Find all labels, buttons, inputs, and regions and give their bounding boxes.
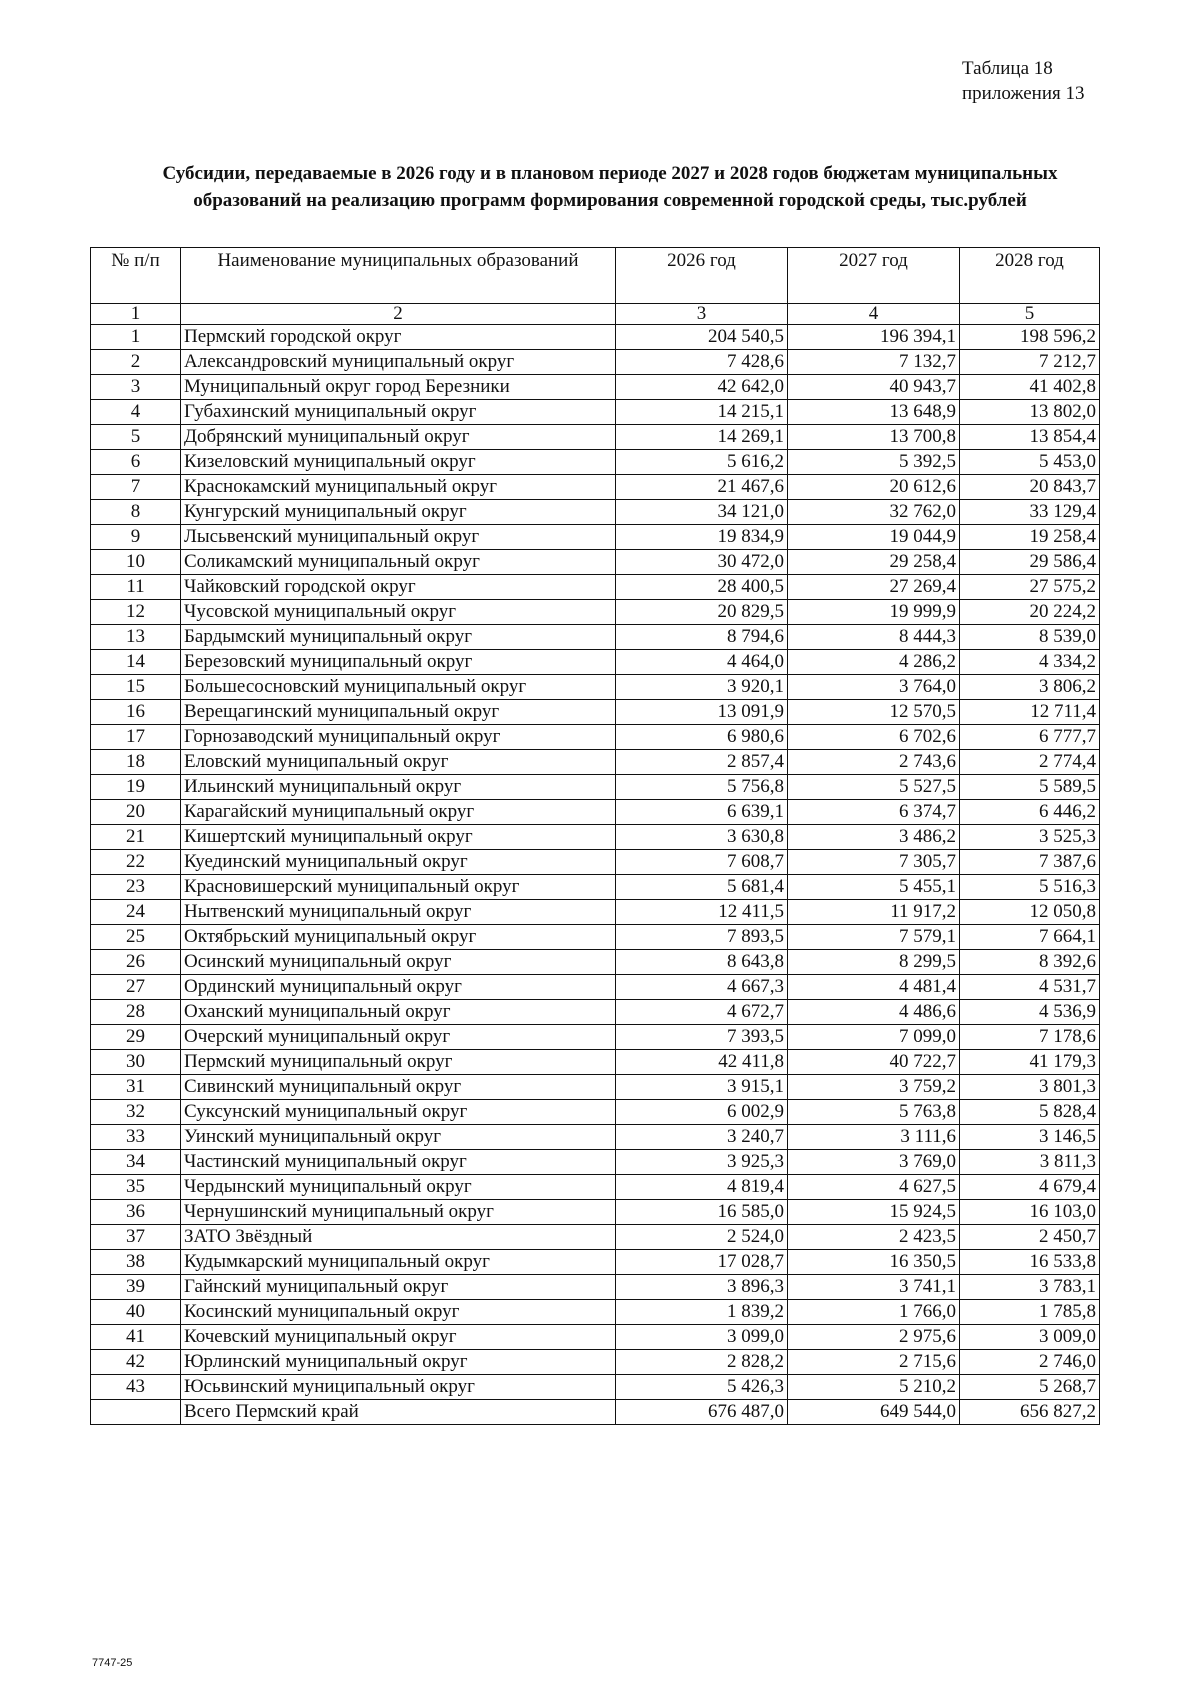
value-2028: 3 525,3 (960, 825, 1100, 850)
row-number: 10 (91, 550, 181, 575)
row-number: 36 (91, 1200, 181, 1225)
table-row (91, 1225, 1100, 1250)
row-number: 25 (91, 925, 181, 950)
row-number: 32 (91, 1100, 181, 1125)
value-2028: 7 387,6 (960, 850, 1100, 875)
municipality-name: Большесосновский муниципальный округ (181, 675, 616, 700)
value-2028: 20 224,2 (960, 600, 1100, 625)
municipality-name: Юсьвинский муниципальный округ (181, 1375, 616, 1400)
value-2026: 3 240,7 (616, 1125, 788, 1150)
subsidies-table (90, 247, 1100, 1425)
value-2028: 3 783,1 (960, 1275, 1100, 1300)
value-2027: 2 975,6 (788, 1325, 960, 1350)
municipality-name: Краснокамский муниципальный округ (181, 475, 616, 500)
value-2028: 1 785,8 (960, 1300, 1100, 1325)
municipality-name: Ильинский муниципальный округ (181, 775, 616, 800)
row-number: 5 (91, 425, 181, 450)
value-2027: 3 769,0 (788, 1150, 960, 1175)
value-2027: 8 299,5 (788, 950, 960, 975)
total-label: Всего Пермский край (181, 1400, 616, 1425)
municipality-name: Кизеловский муниципальный округ (181, 450, 616, 475)
municipality-name: Кунгурский муниципальный округ (181, 500, 616, 525)
value-2026: 34 121,0 (616, 500, 788, 525)
total-number (91, 1400, 181, 1425)
value-2026: 4 819,4 (616, 1175, 788, 1200)
row-number: 42 (91, 1350, 181, 1375)
table-row (91, 950, 1100, 975)
municipality-name: Пермский городской округ (181, 325, 616, 350)
municipality-name: Суксунский муниципальный округ (181, 1100, 616, 1125)
municipality-name: Куединский муниципальный округ (181, 850, 616, 875)
value-2027: 29 258,4 (788, 550, 960, 575)
value-2026: 5 681,4 (616, 875, 788, 900)
municipality-name: Гайнский муниципальный округ (181, 1275, 616, 1300)
value-2026: 12 411,5 (616, 900, 788, 925)
value-2028: 4 531,7 (960, 975, 1100, 1000)
value-2027: 4 286,2 (788, 650, 960, 675)
value-2027: 5 763,8 (788, 1100, 960, 1125)
table-row (91, 775, 1100, 800)
table-row (91, 1075, 1100, 1100)
municipality-name: Чайковский городской округ (181, 575, 616, 600)
value-2028: 12 711,4 (960, 700, 1100, 725)
row-number: 15 (91, 675, 181, 700)
value-2028: 2 774,4 (960, 750, 1100, 775)
value-2027: 40 722,7 (788, 1050, 960, 1075)
municipality-name: Добрянский муниципальный округ (181, 425, 616, 450)
value-2026: 17 028,7 (616, 1250, 788, 1275)
value-2026: 2 828,2 (616, 1350, 788, 1375)
table-row (91, 925, 1100, 950)
value-2026: 28 400,5 (616, 575, 788, 600)
value-2027: 7 305,7 (788, 850, 960, 875)
value-2028: 3 146,5 (960, 1125, 1100, 1150)
value-2028: 3 806,2 (960, 675, 1100, 700)
table-row (91, 900, 1100, 925)
value-2027: 1 766,0 (788, 1300, 960, 1325)
value-2026: 5 426,3 (616, 1375, 788, 1400)
row-number: 19 (91, 775, 181, 800)
value-2026: 7 893,5 (616, 925, 788, 950)
value-2027: 5 392,5 (788, 450, 960, 475)
value-2027: 6 702,6 (788, 725, 960, 750)
value-2027: 6 374,7 (788, 800, 960, 825)
value-2027: 3 111,6 (788, 1125, 960, 1150)
column-index: 5 (960, 304, 1100, 325)
value-2026: 14 215,1 (616, 400, 788, 425)
table-row (91, 700, 1100, 725)
municipality-name: Муниципальный округ город Березники (181, 375, 616, 400)
row-number: 6 (91, 450, 181, 475)
value-2026: 7 608,7 (616, 850, 788, 875)
table-row (91, 475, 1100, 500)
value-2026: 6 639,1 (616, 800, 788, 825)
value-2027: 5 210,2 (788, 1375, 960, 1400)
municipality-name: Оханский муниципальный округ (181, 1000, 616, 1025)
column-header-name: Наименование муниципальных образований (181, 248, 616, 304)
municipality-name: Чернушинский муниципальный округ (181, 1200, 616, 1225)
row-number: 3 (91, 375, 181, 400)
value-2027: 13 648,9 (788, 400, 960, 425)
row-number: 11 (91, 575, 181, 600)
value-2026: 8 794,6 (616, 625, 788, 650)
municipality-name: Еловский муниципальный округ (181, 750, 616, 775)
title-line-1: Субсидии, передаваемые в 2026 году и в плановом периоде 2027 и 2028 годов бюджетам муниципальных (162, 163, 1058, 184)
value-2028: 7 212,7 (960, 350, 1100, 375)
value-2027: 32 762,0 (788, 500, 960, 525)
table-row (91, 575, 1100, 600)
table-row (91, 1300, 1100, 1325)
value-2026: 3 896,3 (616, 1275, 788, 1300)
table-row (91, 1350, 1100, 1375)
row-number: 29 (91, 1025, 181, 1050)
value-2028: 4 679,4 (960, 1175, 1100, 1200)
row-number: 38 (91, 1250, 181, 1275)
row-number: 18 (91, 750, 181, 775)
row-number: 16 (91, 700, 181, 725)
value-2027: 4 481,4 (788, 975, 960, 1000)
column-index-row (91, 304, 1100, 325)
value-2028: 5 453,0 (960, 450, 1100, 475)
municipality-name: Октябрьский муниципальный округ (181, 925, 616, 950)
row-number: 43 (91, 1375, 181, 1400)
value-2028: 4 334,2 (960, 650, 1100, 675)
value-2027: 196 394,1 (788, 325, 960, 350)
table-row (91, 850, 1100, 875)
value-2028: 20 843,7 (960, 475, 1100, 500)
municipality-name: Ординский муниципальный округ (181, 975, 616, 1000)
municipality-name: Горнозаводский муниципальный округ (181, 725, 616, 750)
column-index: 2 (181, 304, 616, 325)
value-2028: 13 854,4 (960, 425, 1100, 450)
value-2026: 30 472,0 (616, 550, 788, 575)
row-number: 20 (91, 800, 181, 825)
row-number: 35 (91, 1175, 181, 1200)
value-2027: 3 764,0 (788, 675, 960, 700)
value-2027: 7 579,1 (788, 925, 960, 950)
row-number: 37 (91, 1225, 181, 1250)
table-row (91, 825, 1100, 850)
document-code: 7747-25 (92, 1657, 133, 1669)
value-2026: 2 857,4 (616, 750, 788, 775)
value-2026: 16 585,0 (616, 1200, 788, 1225)
value-2026: 5 616,2 (616, 450, 788, 475)
value-2028: 6 446,2 (960, 800, 1100, 825)
row-number: 28 (91, 1000, 181, 1025)
table-number: Таблица 18 (962, 58, 1053, 79)
value-2028: 5 516,3 (960, 875, 1100, 900)
value-2026: 42 411,8 (616, 1050, 788, 1075)
row-number: 22 (91, 850, 181, 875)
table-row (91, 1175, 1100, 1200)
column-index: 4 (788, 304, 960, 325)
table-row (91, 1125, 1100, 1150)
row-number: 9 (91, 525, 181, 550)
table-row (91, 325, 1100, 350)
municipality-name: Частинский муниципальный округ (181, 1150, 616, 1175)
municipality-name: Чусовской муниципальный округ (181, 600, 616, 625)
total-2027: 649 544,0 (788, 1400, 960, 1425)
value-2028: 3 801,3 (960, 1075, 1100, 1100)
column-header-number: № п/п (91, 248, 181, 304)
municipality-name: Верещагинский муниципальный округ (181, 700, 616, 725)
value-2027: 7 099,0 (788, 1025, 960, 1050)
value-2028: 33 129,4 (960, 500, 1100, 525)
table-row (91, 1275, 1100, 1300)
value-2026: 3 925,3 (616, 1150, 788, 1175)
value-2028: 19 258,4 (960, 525, 1100, 550)
value-2026: 21 467,6 (616, 475, 788, 500)
value-2028: 29 586,4 (960, 550, 1100, 575)
column-index: 3 (616, 304, 788, 325)
row-number: 7 (91, 475, 181, 500)
value-2027: 5 455,1 (788, 875, 960, 900)
table-row (91, 1000, 1100, 1025)
row-number: 30 (91, 1050, 181, 1075)
value-2026: 14 269,1 (616, 425, 788, 450)
value-2027: 2 743,6 (788, 750, 960, 775)
municipality-name: Очерский муниципальный округ (181, 1025, 616, 1050)
table-row (91, 450, 1100, 475)
value-2027: 4 627,5 (788, 1175, 960, 1200)
table-row (91, 625, 1100, 650)
municipality-name: Юрлинский муниципальный округ (181, 1350, 616, 1375)
header-row (91, 248, 1100, 304)
municipality-name: Уинский муниципальный округ (181, 1125, 616, 1150)
value-2026: 3 099,0 (616, 1325, 788, 1350)
municipality-name: Березовский муниципальный округ (181, 650, 616, 675)
value-2028: 7 178,6 (960, 1025, 1100, 1050)
row-number: 2 (91, 350, 181, 375)
value-2028: 41 179,3 (960, 1050, 1100, 1075)
municipality-name: Нытвенский муниципальный округ (181, 900, 616, 925)
value-2028: 41 402,8 (960, 375, 1100, 400)
table-row (91, 1025, 1100, 1050)
municipality-name: Соликамский муниципальный округ (181, 550, 616, 575)
value-2028: 5 268,7 (960, 1375, 1100, 1400)
row-number: 23 (91, 875, 181, 900)
value-2027: 12 570,5 (788, 700, 960, 725)
row-number: 4 (91, 400, 181, 425)
value-2026: 13 091,9 (616, 700, 788, 725)
table-row (91, 1150, 1100, 1175)
table-row (91, 1375, 1100, 1400)
table-row (91, 400, 1100, 425)
value-2028: 16 533,8 (960, 1250, 1100, 1275)
total-2028: 656 827,2 (960, 1400, 1100, 1425)
value-2027: 19 999,9 (788, 600, 960, 625)
value-2028: 4 536,9 (960, 1000, 1100, 1025)
municipality-name: Лысьвенский муниципальный округ (181, 525, 616, 550)
table-row (91, 525, 1100, 550)
table-row (91, 375, 1100, 400)
table-row (91, 750, 1100, 775)
municipality-name: Бардымский муниципальный округ (181, 625, 616, 650)
value-2026: 4 667,3 (616, 975, 788, 1000)
value-2027: 3 741,1 (788, 1275, 960, 1300)
municipality-name: Пермский муниципальный округ (181, 1050, 616, 1075)
value-2026: 19 834,9 (616, 525, 788, 550)
column-index: 1 (91, 304, 181, 325)
table-row (91, 1100, 1100, 1125)
value-2028: 5 589,5 (960, 775, 1100, 800)
table-row (91, 500, 1100, 525)
municipality-name: Осинский муниципальный округ (181, 950, 616, 975)
value-2026: 3 630,8 (616, 825, 788, 850)
table-row (91, 725, 1100, 750)
municipality-name: Сивинский муниципальный округ (181, 1075, 616, 1100)
value-2027: 15 924,5 (788, 1200, 960, 1225)
table-row (91, 425, 1100, 450)
column-header-2027: 2027 год (788, 248, 960, 304)
table-row (91, 1050, 1100, 1075)
value-2028: 2 450,7 (960, 1225, 1100, 1250)
value-2026: 6 002,9 (616, 1100, 788, 1125)
value-2028: 27 575,2 (960, 575, 1100, 600)
table-row (91, 600, 1100, 625)
value-2027: 8 444,3 (788, 625, 960, 650)
value-2027: 20 612,6 (788, 475, 960, 500)
row-number: 27 (91, 975, 181, 1000)
table-row (91, 350, 1100, 375)
value-2027: 27 269,4 (788, 575, 960, 600)
table-row (91, 675, 1100, 700)
municipality-name: Губахинский муниципальный округ (181, 400, 616, 425)
appendix-number: приложения 13 (962, 83, 1085, 104)
value-2026: 6 980,6 (616, 725, 788, 750)
row-number: 31 (91, 1075, 181, 1100)
value-2026: 2 524,0 (616, 1225, 788, 1250)
row-number: 8 (91, 500, 181, 525)
value-2026: 204 540,5 (616, 325, 788, 350)
value-2027: 11 917,2 (788, 900, 960, 925)
value-2026: 5 756,8 (616, 775, 788, 800)
value-2026: 4 672,7 (616, 1000, 788, 1025)
value-2027: 3 759,2 (788, 1075, 960, 1100)
table-row (91, 550, 1100, 575)
value-2027: 19 044,9 (788, 525, 960, 550)
row-number: 40 (91, 1300, 181, 1325)
table-row (91, 975, 1100, 1000)
value-2028: 8 392,6 (960, 950, 1100, 975)
municipality-name: Косинский муниципальный округ (181, 1300, 616, 1325)
row-number: 24 (91, 900, 181, 925)
total-row (91, 1400, 1100, 1425)
municipality-name: Красновишерский муниципальный округ (181, 875, 616, 900)
value-2027: 4 486,6 (788, 1000, 960, 1025)
value-2027: 16 350,5 (788, 1250, 960, 1275)
row-number: 34 (91, 1150, 181, 1175)
row-number: 14 (91, 650, 181, 675)
value-2028: 2 746,0 (960, 1350, 1100, 1375)
value-2026: 8 643,8 (616, 950, 788, 975)
value-2027: 5 527,5 (788, 775, 960, 800)
value-2028: 8 539,0 (960, 625, 1100, 650)
row-number: 26 (91, 950, 181, 975)
value-2028: 3 009,0 (960, 1325, 1100, 1350)
value-2028: 12 050,8 (960, 900, 1100, 925)
value-2026: 20 829,5 (616, 600, 788, 625)
municipality-name: Кишертский муниципальный округ (181, 825, 616, 850)
row-number: 17 (91, 725, 181, 750)
table-row (91, 650, 1100, 675)
municipality-name: Чердынский муниципальный округ (181, 1175, 616, 1200)
value-2026: 42 642,0 (616, 375, 788, 400)
municipality-name: Кочевский муниципальный округ (181, 1325, 616, 1350)
value-2028: 5 828,4 (960, 1100, 1100, 1125)
value-2026: 1 839,2 (616, 1300, 788, 1325)
table-reference (962, 56, 1084, 106)
value-2027: 13 700,8 (788, 425, 960, 450)
row-number: 39 (91, 1275, 181, 1300)
value-2026: 3 920,1 (616, 675, 788, 700)
value-2026: 7 393,5 (616, 1025, 788, 1050)
row-number: 21 (91, 825, 181, 850)
value-2026: 4 464,0 (616, 650, 788, 675)
table-row (91, 875, 1100, 900)
row-number: 12 (91, 600, 181, 625)
table-row (91, 1250, 1100, 1275)
row-number: 33 (91, 1125, 181, 1150)
value-2027: 7 132,7 (788, 350, 960, 375)
value-2028: 16 103,0 (960, 1200, 1100, 1225)
table-row (91, 1200, 1100, 1225)
row-number: 41 (91, 1325, 181, 1350)
value-2028: 7 664,1 (960, 925, 1100, 950)
value-2026: 3 915,1 (616, 1075, 788, 1100)
table-row (91, 1325, 1100, 1350)
value-2027: 40 943,7 (788, 375, 960, 400)
municipality-name: Карагайский муниципальный округ (181, 800, 616, 825)
value-2028: 198 596,2 (960, 325, 1100, 350)
row-number: 13 (91, 625, 181, 650)
value-2027: 2 715,6 (788, 1350, 960, 1375)
value-2028: 13 802,0 (960, 400, 1100, 425)
value-2026: 7 428,6 (616, 350, 788, 375)
municipality-name: Александровский муниципальный округ (181, 350, 616, 375)
value-2027: 3 486,2 (788, 825, 960, 850)
title-line-2: образований на реализацию программ формирования современной городской среды, тыс.рублей (193, 190, 1027, 211)
column-header-2026: 2026 год (616, 248, 788, 304)
value-2027: 2 423,5 (788, 1225, 960, 1250)
table-row (91, 800, 1100, 825)
total-2026: 676 487,0 (616, 1400, 788, 1425)
value-2028: 3 811,3 (960, 1150, 1100, 1175)
row-number: 1 (91, 325, 181, 350)
value-2028: 6 777,7 (960, 725, 1100, 750)
column-header-2028: 2028 год (960, 248, 1100, 304)
municipality-name: Кудымкарский муниципальный округ (181, 1250, 616, 1275)
municipality-name: ЗАТО Звёздный (181, 1225, 616, 1250)
document-title (100, 160, 1120, 214)
